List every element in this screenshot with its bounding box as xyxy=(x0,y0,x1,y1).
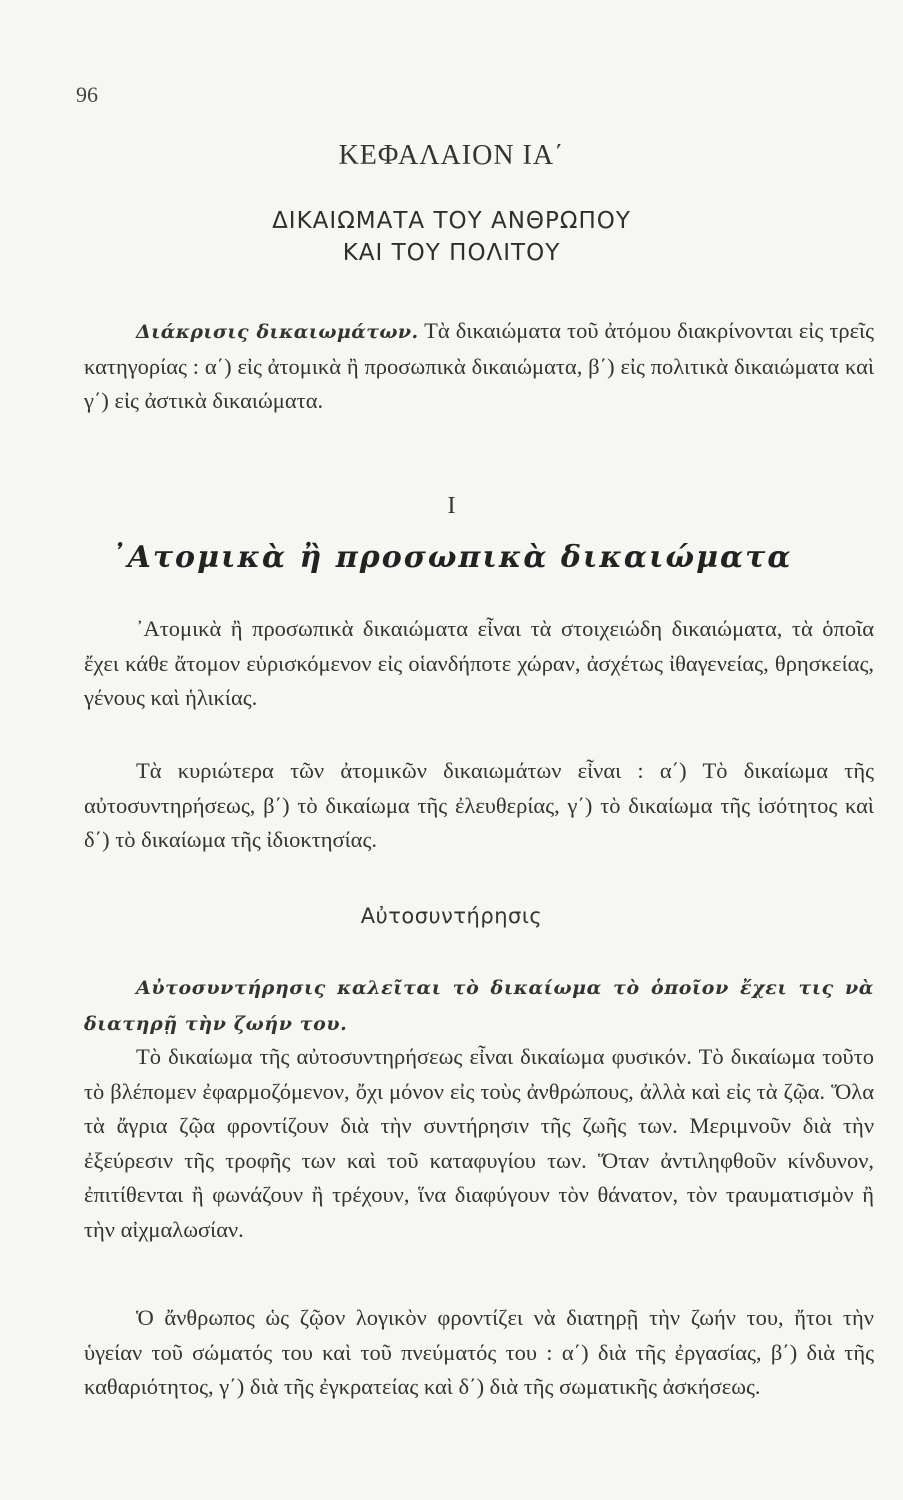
section-number: Ι xyxy=(447,493,456,519)
subsection-heading: Αὐτοσυντήρησις xyxy=(360,904,543,928)
section-paragraph-2: Τὰ κυριώτερα τῶν ἀτομικῶν δικαιωμάτων εἶναι : α΄) Τὸ δικαίωμα τῆς αὐτοσυντηρήσεως, β΄) τὸ δικαίωμα τῆς ἐλευθερίας, γ΄) τὸ δικαίωμα τῆς ἰσότητος καὶ δ΄) τὸ δικαίωμα τῆς ἰδιοκτησίας. xyxy=(84,758,874,852)
subsection-paragraph-1: Τὸ δικαίωμα τῆς αὐτοσυντηρήσεως εἶναι δικαίωμα φυσικόν. Τὸ δικαίωμα τοῦτο τὸ βλέπομεν ἐφαρμοζόμενον, ὄχι μόνον εἰς τοὺς ἀνθρώπους, ἀλλὰ καὶ εἰς τὰ ζῷα. Ὅλα τὰ ἄγρια ζῷα φροντίζουν διὰ τὴν συντήρησιν τῆς ζωῆς των. Μεριμνοῦν διὰ τὴν ἐξεύρεσιν τῆς τροφῆς των καὶ τοῦ καταφυγίου των. Ὅταν ἀντιληφθοῦν κίνδυνον, ἐπιτίθενται ἢ φωνάζουν ἢ τρέχουν, ἵνα διαφύγουν τὸν θάνατον, τὸν τραυματισμὸν ἢ τὴν αἰχμαλωσίαν. xyxy=(84,1044,874,1242)
subsection-definition xyxy=(84,970,874,1041)
chapter-title xyxy=(0,205,903,269)
definition-text: Αὐτοσυντήρησις καλεῖται τὸ δικαίωμα τὸ ὁποῖον ἔχει τις νὰ διατηρῇ τὴν ζωήν του. xyxy=(84,977,874,1035)
chapter-title-line1: ΔΙΚΑΙΩΜΑΤΑ ΤΟΥ ΑΝΘΡΩΠΟΥ xyxy=(272,208,631,234)
section-paragraph-1: ᾿Ατομικὰ ἢ προσωπικὰ δικαιώματα εἶναι τὰ στοιχειώδη δικαιώματα, τὰ ὁποῖα ἔχει κάθε ἄτομον εὑρισκόμενον εἰς οἱανδήποτε χώραν, ἀσχέτως ἰθαγενείας, θρησκείας, γένους καὶ ἡλικίας. xyxy=(84,616,874,710)
chapter-label: ΚΕΦΑΛΑΙΟΝ ΙΑ΄ xyxy=(338,140,565,171)
chapter-title-line2: ΚΑΙ ΤΟΥ ΠΟΛΙΤΟΥ xyxy=(342,240,561,266)
intro-text: Τὰ δικαιώματα τοῦ ἀτόμου διακρίνονται εἰς τρεῖς κατηγορίας : α΄) εἰς ἀτομικὰ ἢ προσωπικὰ δικαιώματα, β΄) εἰς πολιτικὰ δικαιώματα καὶ γ΄) εἰς ἀστικὰ δικαιώματα. xyxy=(84,318,874,413)
intro-lead: Διάκρισις δικαιωμάτων. xyxy=(136,321,419,343)
page-number: 96 xyxy=(76,82,98,107)
intro-paragraph xyxy=(84,314,874,419)
subsection-paragraph-2: Ὁ ἄνθρωπος ὡς ζῷον λογικὸν φροντίζει νὰ διατηρῇ τὴν ζωήν του, ἤτοι τὴν ὑγείαν τοῦ σώματός του καὶ τοῦ πνεύματός του : α΄) διὰ τῆς ἐργασίας, β΄) διὰ τῆς καθαριότητος, γ΄) διὰ τῆς ἐγκρατείας καὶ δ΄) διὰ τῆς σωματικῆς ἀσκήσεως. xyxy=(84,1305,874,1399)
section-heading: ᾿Ατομικὰ ἢ προσωπικὰ δικαιώματα xyxy=(110,540,793,575)
